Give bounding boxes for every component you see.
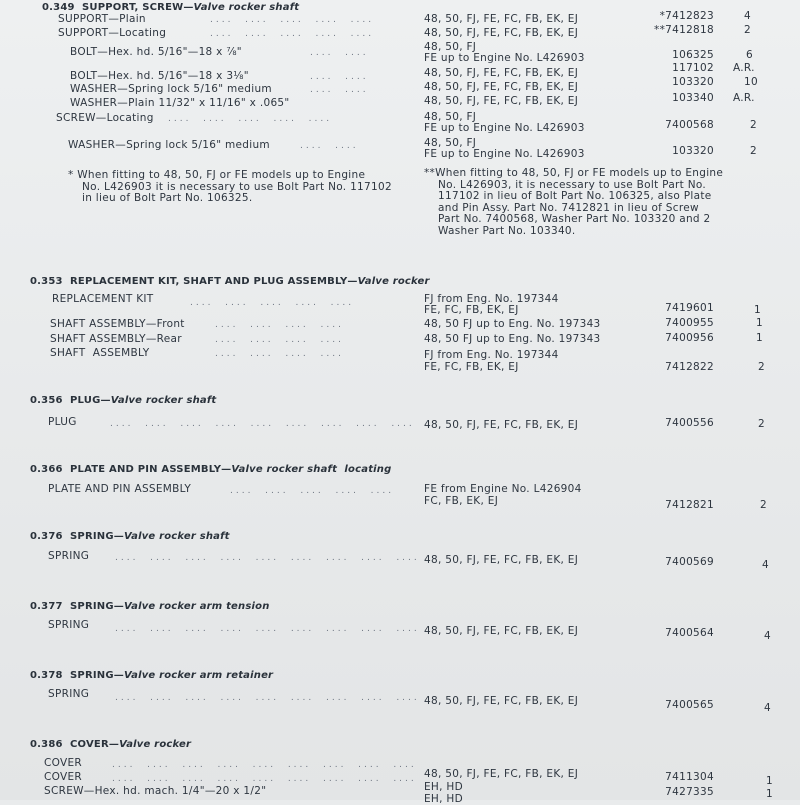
item-models: 48, 50 FJ up to Eng. No. 197343 — [424, 333, 601, 345]
item-qty: A.R. — [733, 62, 755, 74]
leader-dots: .... .... .... .... .... .... .... .... .... — [110, 419, 415, 429]
leader-dots: .... .... .... .... — [215, 335, 344, 345]
section-header-0378: 0.378 SPRING—Valve rocker arm retainer — [30, 670, 274, 681]
leader-dots: .... .... .... .... .... — [210, 29, 375, 39]
item-models-2: FE up to Engine No. L426903 — [424, 122, 585, 134]
item-models: 48, 50, FJ, FE, FC, FB, EK, EJ — [424, 419, 579, 431]
item-desc: BOLT—Hex. hd. 5/16"—18 x ⅞" — [70, 46, 242, 58]
item-qty: 1 — [766, 788, 773, 800]
item-part-no: 7400955 — [665, 317, 714, 329]
leader-dots: .... .... .... .... — [215, 349, 344, 359]
item-part-no: *7412823 — [659, 10, 714, 22]
leader-dots: .... .... — [310, 48, 369, 58]
leader-dots: .... .... .... .... .... .... .... .... .... — [115, 624, 420, 634]
leader-dots: .... .... — [310, 85, 369, 95]
section-header-0377: 0.377 SPRING—Valve rocker arm tension — [30, 601, 270, 612]
leader-dots: .... .... .... .... .... .... .... .... .... — [115, 553, 420, 563]
item-qty: 1 — [756, 317, 763, 329]
item-models-2: FE up to Engine No. L426903 — [424, 52, 585, 64]
item-part-no: 106325 — [672, 49, 714, 61]
section-header-0356: 0.356 PLUG—Valve rocker shaft — [30, 395, 217, 406]
item-models-2: FE, FC, FB, EK, EJ — [424, 361, 519, 373]
footnote-double-asterisk: **When fitting to 48, 50, FJ or FE models up to Engine No. L426903, it is necessary to use Bolt Part No. 117102 in lieu of Bolt Part No. 106325, also Plate and Pin Assy. Part No. 7412821 in lieu of Screw Part No. 7400568, Washer Part No. 103320 and 2 Washer Part No. 103340. — [424, 167, 724, 237]
item-desc: SCREW—Locating — [56, 112, 154, 124]
item-part-no: 7400565 — [665, 699, 714, 711]
item-part-no: 7400569 — [665, 556, 714, 568]
item-models: 48, 50, FJ, FE, FC, FB, EK, EJ — [424, 625, 579, 637]
footnote-single-asterisk: * When fitting to 48, 50, FJ or FE models up to Engine No. L426903 it is necessary to use Bolt Part No. 117102 in lieu of Bolt Part No. 106325. — [68, 169, 392, 204]
item-desc: WASHER—Spring lock 5/16" medium — [70, 83, 272, 95]
item-qty: 2 — [744, 24, 751, 36]
item-models: 48, 50, FJ, FE, FC, FB, EK, EJ — [424, 13, 579, 25]
item-models: FJ from Eng. No. 197344 — [424, 293, 559, 305]
item-desc: SHAFT ASSEMBLY—Rear — [50, 333, 182, 345]
item-desc: COVER — [44, 757, 83, 769]
item-desc: SCREW—Hex. hd. mach. 1/4"—20 x 1/2" — [44, 785, 267, 797]
item-desc: BOLT—Hex. hd. 5/16"—18 x 3⅛" — [70, 70, 249, 82]
item-models: EH, HD — [424, 793, 463, 805]
item-desc: REPLACEMENT KIT — [52, 293, 154, 305]
item-qty: 2 — [758, 418, 765, 430]
item-models: FJ from Eng. No. 197344 — [424, 349, 559, 361]
section-header-0376: 0.376 SPRING—Valve rocker shaft — [30, 531, 230, 542]
item-part-no: 117102 — [672, 62, 714, 74]
item-part-no: 7400956 — [665, 332, 714, 344]
section-header-0366: 0.366 PLATE AND PIN ASSEMBLY—Valve rocker shaft locating — [30, 464, 392, 475]
item-part-no: 7412822 — [665, 361, 714, 373]
item-part-no: 103320 — [672, 76, 714, 88]
item-models: 48, 50, FJ, FE, FC, FB, EK, EJ — [424, 81, 579, 93]
item-desc: SPRING — [48, 688, 90, 700]
item-qty: 2 — [750, 119, 757, 131]
leader-dots: .... .... .... .... .... — [230, 486, 395, 496]
item-qty: 1 — [756, 332, 763, 344]
item-models: 48, 50, FJ, FE, FC, FB, EK, EJ — [424, 67, 579, 79]
item-models: 48, 50, FJ — [424, 111, 477, 123]
leader-dots: .... .... .... .... .... — [190, 298, 355, 308]
item-qty: 1 — [754, 304, 761, 316]
section-header-0349: 0.349 SUPPORT, SCREW—Valve rocker shaft — [42, 2, 300, 13]
item-desc: SPRING — [48, 619, 90, 631]
item-models: 48, 50, FJ, FE, FC, FB, EK, EJ — [424, 95, 579, 107]
item-qty: 2 — [758, 361, 765, 373]
item-models: EH, HD — [424, 781, 463, 793]
item-desc: COVER — [44, 771, 83, 783]
item-part-no: 7427335 — [665, 786, 714, 798]
item-part-no: 7419601 — [665, 302, 714, 314]
leader-dots: .... .... .... .... .... — [210, 15, 375, 25]
item-desc: PLATE AND PIN ASSEMBLY — [48, 483, 192, 495]
section-header-0353: 0.353 REPLACEMENT KIT, SHAFT AND PLUG ASSEMBLY—Valve rocker — [30, 276, 430, 287]
item-part-no: 7400568 — [665, 119, 714, 131]
item-desc: SUPPORT—Locating — [58, 27, 167, 39]
item-qty: 4 — [762, 559, 769, 571]
item-models: 48, 50, FJ, FE, FC, FB, EK, EJ — [424, 768, 579, 780]
item-part-no: 7412821 — [665, 499, 714, 511]
item-models-2: FE up to Engine No. L426903 — [424, 148, 585, 160]
item-part-no: 103340 — [672, 92, 714, 104]
item-models: 48, 50, FJ, FE, FC, FB, EK, EJ — [424, 695, 579, 707]
item-desc: SPRING — [48, 550, 90, 562]
item-qty: 1 — [766, 775, 773, 787]
item-qty: 4 — [764, 630, 771, 642]
leader-dots: .... .... .... .... .... .... .... .... .... — [112, 760, 417, 770]
item-models: 48, 50, FJ, FE, FC, FB, EK, EJ — [424, 27, 579, 39]
item-qty: A.R. — [733, 92, 755, 104]
item-desc: WASHER—Spring lock 5/16" medium — [68, 139, 270, 151]
item-models-2: FC, FB, EK, EJ — [424, 495, 499, 507]
leader-dots: .... .... — [300, 141, 359, 151]
item-qty: 2 — [750, 145, 757, 157]
leader-dots: .... .... .... .... — [215, 320, 344, 330]
item-models: 48, 50, FJ — [424, 41, 477, 53]
item-qty: 2 — [760, 499, 767, 511]
item-models-2: FE, FC, FB, EK, EJ — [424, 304, 519, 316]
item-desc: SHAFT ASSEMBLY—Front — [50, 318, 185, 330]
item-part-no: 103320 — [672, 145, 714, 157]
item-models: FE from Engine No. L426904 — [424, 483, 582, 495]
leader-dots: .... .... .... .... .... .... .... .... .... — [115, 693, 420, 703]
leader-dots: .... .... .... .... .... — [168, 114, 333, 124]
leader-dots: .... .... — [310, 72, 369, 82]
item-qty: 10 — [744, 76, 758, 88]
item-part-no: **7412818 — [654, 24, 714, 36]
leader-dots: .... .... .... .... .... .... .... .... .... — [112, 774, 417, 784]
item-desc: SHAFT ASSEMBLY — [50, 347, 150, 359]
item-part-no: 7400556 — [665, 417, 714, 429]
item-models: 48, 50, FJ — [424, 137, 477, 149]
item-desc: PLUG — [48, 416, 77, 428]
item-part-no: 7400564 — [665, 627, 714, 639]
item-qty: 6 — [746, 49, 753, 61]
item-qty: 4 — [764, 702, 771, 714]
item-models: 48, 50 FJ up to Eng. No. 197343 — [424, 318, 601, 330]
item-models: 48, 50, FJ, FE, FC, FB, EK, EJ — [424, 554, 579, 566]
item-qty: 4 — [744, 10, 751, 22]
item-desc: WASHER—Plain 11/32" x 11/16" x .065" — [70, 97, 290, 109]
section-header-0386: 0.386 COVER—Valve rocker — [30, 739, 192, 750]
item-desc: SUPPORT—Plain — [58, 13, 146, 25]
item-part-no: 7411304 — [665, 771, 714, 783]
